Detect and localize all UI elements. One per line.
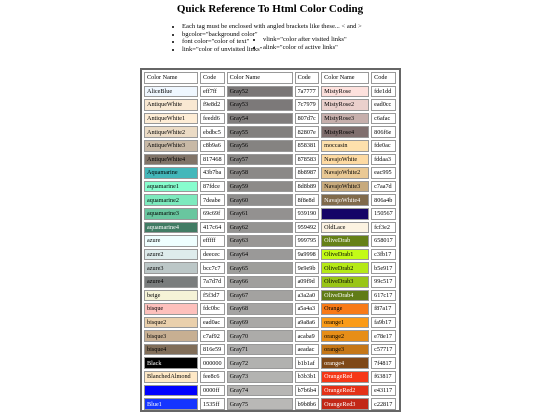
color-name-cell: AntiqueWhite2: [144, 126, 198, 138]
color-name-cell: Gray55: [227, 126, 293, 138]
color-code-cell: 87fdce: [200, 181, 225, 193]
color-name-cell: orange1: [321, 317, 369, 329]
color-code-cell: 8f8e8d: [295, 194, 320, 206]
color-name-cell: AntiqueWhite3: [144, 140, 198, 152]
color-code-cell: f87a17: [371, 303, 396, 315]
color-name-cell: bisque2: [144, 317, 198, 329]
color-name-cell: OliveDrab4: [321, 290, 369, 302]
table-row: [144, 113, 396, 125]
color-code-cell: 000000: [200, 357, 225, 369]
notes-right: [253, 36, 347, 51]
table-row: [144, 167, 396, 179]
color-name-cell: BlanchedAlmond: [144, 371, 198, 383]
note-item: • Each tag must be enclosed with angled brackets like these... < and >: [182, 23, 362, 31]
color-code-cell: 939190: [295, 208, 320, 220]
table-row: [144, 194, 396, 206]
color-name-cell: Gray72: [227, 357, 293, 369]
color-name-cell: Gray58: [227, 167, 293, 179]
color-name-cell: OrangeRed2: [321, 385, 369, 397]
table-row: [144, 262, 396, 274]
table-body: [144, 86, 396, 410]
color-name-cell: aquamarine4: [144, 222, 198, 234]
color-name-cell: orange4: [321, 357, 369, 369]
table-row: [144, 357, 396, 369]
color-name-cell: Gray54: [227, 113, 293, 125]
table-row: [144, 276, 396, 288]
color-code-cell: 9e9e9b: [295, 262, 320, 274]
header-code: Code: [371, 72, 396, 84]
color-name-cell: MistyRose4: [321, 126, 369, 138]
color-code-cell: 150567: [371, 208, 396, 220]
color-name-cell: Gray61: [227, 208, 293, 220]
color-name-cell: AliceBlue: [144, 86, 198, 98]
color-code-cell: bcc7c7: [200, 262, 225, 274]
color-name-cell: OliveDrab1: [321, 249, 369, 261]
color-code-cell: 7a7777: [295, 86, 320, 98]
color-code-cell: e78e17: [371, 330, 396, 342]
color-code-cell: eac995: [371, 167, 396, 179]
color-name-cell: Gray74: [227, 385, 293, 397]
header-color-name: Color Name: [227, 72, 293, 84]
color-name-cell: bisque3: [144, 330, 198, 342]
color-name-cell: NavajoWhite4: [321, 194, 369, 206]
color-name-cell: Gray52: [227, 86, 293, 98]
color-name-cell: OrangeRed: [321, 371, 369, 383]
color-code-cell: c22817: [371, 398, 396, 410]
color-code-cell: c3fb17: [371, 249, 396, 261]
color-table-frame: [140, 68, 401, 412]
color-name-cell: OrangeRed3: [321, 398, 369, 410]
color-name-cell: azure2: [144, 249, 198, 261]
color-name-cell: Black: [144, 357, 198, 369]
color-code-cell: 959492: [295, 222, 320, 234]
color-name-cell: AntiqueWhite1: [144, 113, 198, 125]
color-name-cell: Gray62: [227, 222, 293, 234]
color-name-cell: azure: [144, 235, 198, 247]
header-code: Code: [295, 72, 320, 84]
color-name-cell: NavajoWhite2: [321, 167, 369, 179]
color-name-cell: Gray66: [227, 276, 293, 288]
color-name-cell: OldLace: [321, 222, 369, 234]
color-name-cell: [144, 385, 198, 397]
table-row: [144, 140, 396, 152]
color-code-cell: 99c517: [371, 276, 396, 288]
color-code-cell: 658017: [371, 235, 396, 247]
color-name-cell: MistyRose2: [321, 99, 369, 111]
color-table: [142, 70, 398, 412]
color-code-cell: c7af92: [200, 330, 225, 342]
color-code-cell: deecec: [200, 249, 225, 261]
color-code-cell: ebdbc5: [200, 126, 225, 138]
table-row: [144, 385, 396, 397]
color-code-cell: acaba9: [295, 330, 320, 342]
note-item: • alink="color of active links": [263, 44, 347, 52]
table-row: [144, 222, 396, 234]
color-code-cell: 1535ff: [200, 398, 225, 410]
color-code-cell: ead0cc: [371, 99, 396, 111]
color-code-cell: 69c69f: [200, 208, 225, 220]
color-code-cell: 806f6e: [371, 126, 396, 138]
table-row: [144, 317, 396, 329]
color-code-cell: feedd6: [200, 113, 225, 125]
color-code-cell: fde1dd: [371, 86, 396, 98]
note-item: • vlink="color after visited links": [263, 36, 347, 44]
color-code-cell: 9a9998: [295, 249, 320, 261]
color-name-cell: [321, 208, 369, 220]
color-name-cell: AntiqueWhite: [144, 99, 198, 111]
table-row: [144, 126, 396, 138]
table-row: [144, 208, 396, 220]
color-name-cell: Orange: [321, 303, 369, 315]
color-code-cell: 7c7979: [295, 99, 320, 111]
color-code-cell: 7f4817: [371, 357, 396, 369]
color-name-cell: orange3: [321, 344, 369, 356]
color-name-cell: bisque4: [144, 344, 198, 356]
header-color-name: Color Name: [144, 72, 198, 84]
table-row: [144, 330, 396, 342]
color-code-cell: 878583: [295, 154, 320, 166]
color-name-cell: Gray68: [227, 303, 293, 315]
color-name-cell: Gray73: [227, 371, 293, 383]
page-title: Quick Reference To Html Color Coding: [176, 3, 364, 15]
color-code-cell: 817468: [200, 154, 225, 166]
color-code-cell: fee8c6: [200, 371, 225, 383]
header-color-name: Color Name: [321, 72, 369, 84]
color-name-cell: aquamarine1: [144, 181, 198, 193]
table-row: [144, 303, 396, 315]
color-name-cell: beige: [144, 290, 198, 302]
color-code-cell: b5e917: [371, 262, 396, 274]
color-name-cell: Gray71: [227, 344, 293, 356]
color-name-cell: NavajoWhite: [321, 154, 369, 166]
color-code-cell: c8b9a6: [200, 140, 225, 152]
color-code-cell: 8d8b89: [295, 181, 320, 193]
color-name-cell: moccasin: [321, 140, 369, 152]
color-name-cell: AntiqueWhite4: [144, 154, 198, 166]
color-name-cell: Gray69: [227, 317, 293, 329]
color-name-cell: Aquamarine: [144, 167, 198, 179]
color-name-cell: Gray60: [227, 194, 293, 206]
color-name-cell: Gray65: [227, 262, 293, 274]
color-code-cell: f9e8d2: [200, 99, 225, 111]
note-item: • bgcolor="background color": [182, 31, 362, 39]
color-name-cell: Gray57: [227, 154, 293, 166]
color-code-cell: 7deabe: [200, 194, 225, 206]
color-code-cell: 617c17: [371, 290, 396, 302]
color-code-cell: 816e59: [200, 344, 225, 356]
color-code-cell: f5f3d7: [200, 290, 225, 302]
color-code-cell: a9a8a6: [295, 317, 320, 329]
table-row: [144, 86, 396, 98]
color-name-cell: aquamarine3: [144, 208, 198, 220]
color-code-cell: 858381: [295, 140, 320, 152]
color-name-cell: MistyRose: [321, 86, 369, 98]
color-name-cell: OliveDrab2: [321, 262, 369, 274]
color-code-cell: fdc0bc: [200, 303, 225, 315]
color-code-cell: 8b8987: [295, 167, 320, 179]
table-row: [144, 154, 396, 166]
color-name-cell: NavajoWhite3: [321, 181, 369, 193]
color-name-cell: Gray67: [227, 290, 293, 302]
color-code-cell: 7a7d7d: [200, 276, 225, 288]
table-row: [144, 235, 396, 247]
color-name-cell: OliveDrab: [321, 235, 369, 247]
color-code-cell: b9b8b6: [295, 398, 320, 410]
color-code-cell: e43117: [371, 385, 396, 397]
color-code-cell: fde0ac: [371, 140, 396, 152]
color-code-cell: a09f9d: [295, 276, 320, 288]
color-code-cell: f63817: [371, 371, 396, 383]
color-name-cell: bisque: [144, 303, 198, 315]
table-row: [144, 290, 396, 302]
color-code-cell: fa9b17: [371, 317, 396, 329]
table-row: [144, 371, 396, 383]
color-code-cell: 43b7ba: [200, 167, 225, 179]
color-code-cell: 0000ff: [200, 385, 225, 397]
table-row: [144, 181, 396, 193]
color-code-cell: efffff: [200, 235, 225, 247]
color-code-cell: a5a4a3: [295, 303, 320, 315]
color-code-cell: 417c64: [200, 222, 225, 234]
color-name-cell: Blue1: [144, 398, 198, 410]
color-code-cell: aeadac: [295, 344, 320, 356]
color-code-cell: 999795: [295, 235, 320, 247]
color-name-cell: Gray75: [227, 398, 293, 410]
color-name-cell: Gray59: [227, 181, 293, 193]
color-name-cell: orange2: [321, 330, 369, 342]
color-name-cell: Gray63: [227, 235, 293, 247]
color-name-cell: OliveDrab3: [321, 276, 369, 288]
table-row: [144, 344, 396, 356]
color-code-cell: b3b3b1: [295, 371, 320, 383]
color-code-cell: fddaa3: [371, 154, 396, 166]
note-item: • link="color of unvisited links": [182, 46, 362, 54]
header-code: Code: [200, 72, 225, 84]
color-name-cell: Gray53: [227, 99, 293, 111]
table-header-row: [144, 72, 396, 84]
color-name-cell: MistyRose3: [321, 113, 369, 125]
color-code-cell: b1b1af: [295, 357, 320, 369]
color-name-cell: aquamarine2: [144, 194, 198, 206]
note-item: • font color="color of text": [182, 38, 362, 46]
color-name-cell: azure3: [144, 262, 198, 274]
color-name-cell: Gray56: [227, 140, 293, 152]
color-code-cell: b7b6b4: [295, 385, 320, 397]
color-code-cell: fcf3e2: [371, 222, 396, 234]
color-code-cell: c6afac: [371, 113, 396, 125]
color-code-cell: c7aa7d: [371, 181, 396, 193]
table-row: [144, 398, 396, 410]
color-name-cell: azure4: [144, 276, 198, 288]
color-code-cell: ead0ac: [200, 317, 225, 329]
color-code-cell: 807d7c: [295, 113, 320, 125]
color-code-cell: 806a4b: [371, 194, 396, 206]
table-row: [144, 99, 396, 111]
color-code-cell: 82807e: [295, 126, 320, 138]
table-row: [144, 249, 396, 261]
color-code-cell: eff7ff: [200, 86, 225, 98]
color-name-cell: Gray64: [227, 249, 293, 261]
color-code-cell: a3a2a0: [295, 290, 320, 302]
color-code-cell: c57717: [371, 344, 396, 356]
color-name-cell: Gray70: [227, 330, 293, 342]
